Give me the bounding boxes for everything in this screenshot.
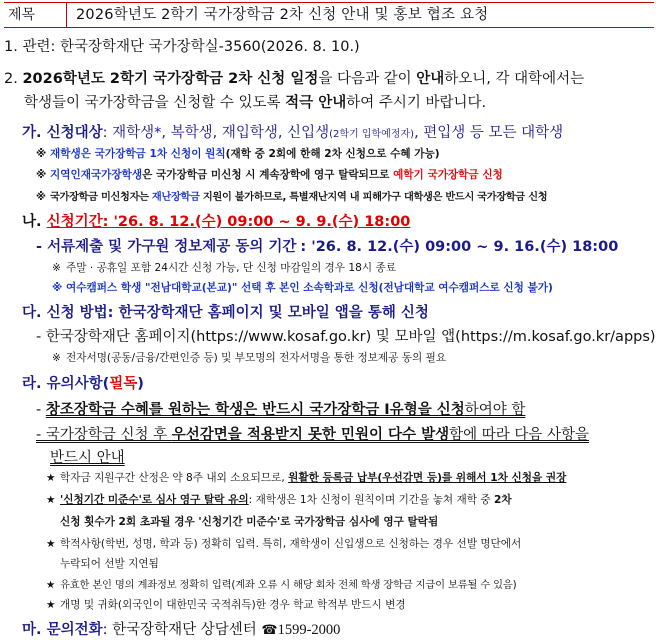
ra-star-1 xyxy=(46,470,566,485)
ra-star-3 xyxy=(46,536,521,551)
na-note-2 xyxy=(52,280,553,295)
ra-s2-c: 2차 xyxy=(493,494,512,506)
ga-tail: , 편입생 등 모든 대학생 xyxy=(414,125,564,141)
ra-s5-text: 개명 및 귀화(외국인이 대한민국 국적취득)한 경우 학교 학적부 반드시 변경 xyxy=(60,599,406,611)
ra-s1-b: 원활한 등록금 납부(우선감면 등)를 위해서 xyxy=(288,472,491,484)
section-ma xyxy=(22,618,340,639)
ga-note-1-a: 재학생은 국가장학금 1차 신청이 원칙 xyxy=(50,148,226,160)
star-icon: ★ xyxy=(46,599,56,611)
ra-b2-a: - 국가장학금 신청 후 xyxy=(36,427,172,443)
ra-s1-c: 1차 신청을 권장 xyxy=(490,472,567,484)
ga-note-3-c: 지원이 불가하므로, 특별재난지역 내 피해가구 대학생은 반드시 국가장학금 신청 xyxy=(199,192,548,203)
section-na-heading xyxy=(22,210,410,231)
star-icon: ★ xyxy=(46,538,56,550)
ra-star-3-cont: 누락되어 선발 지연됨 xyxy=(60,558,159,570)
item-2-l2-end: 하여 주시기 바랍니다. xyxy=(346,95,487,111)
subject-divider xyxy=(66,3,67,27)
na-sub xyxy=(36,235,618,256)
ra-b2-c: 함에 따라 다음 사항을 xyxy=(449,427,589,443)
ga-note-3 xyxy=(36,188,547,203)
section-ra-heading xyxy=(22,372,144,393)
dash: - xyxy=(36,402,46,418)
item-2-prefix: 2. xyxy=(4,71,18,87)
ra-close: ) xyxy=(137,376,144,392)
ga-note-2-b: 은 국가장학금 미신청 시 계속장학에 영구 탈락되므로 xyxy=(142,169,394,181)
na-note-1-text: 주말 · 공휴일 포함 24시간 신청 가능, 단 신청 마감일의 경우 18시 종료 xyxy=(66,262,396,274)
ga-note-1 xyxy=(36,146,440,161)
ra-must-read: 필독 xyxy=(109,376,138,392)
ra-s2-b: : 재학생은 1차 신청이 원칙이며 기간을 놓쳐 재학 중 xyxy=(248,494,494,506)
subject-title: 2026학년도 2학기 국가장학금 2차 신청 안내 및 홍보 협조 요청 xyxy=(76,7,489,23)
star-icon: ★ xyxy=(46,579,56,591)
na-sub-label: - 서류제출 및 가구원 정보제공 동의 기간 xyxy=(36,239,297,255)
ga-body: : 재학생*, 복학생, 재입학생, 신입생 xyxy=(102,125,330,141)
ra-s1-a: 학자금 지원구간 산정은 약 8주 내외 소요되므로, xyxy=(60,472,289,484)
item-1: 1. 관련: 한국장학재단 국가장학실-3560(2026. 8. 10.) xyxy=(4,39,360,55)
ra-star-2-cont: 신청 횟수가 2회 초과될 경우 '신청기간 미준수'로 국가장학금 심사에 영구 탈락됨 xyxy=(60,516,439,528)
ga-note-2 xyxy=(36,167,503,182)
note-mark: ※ xyxy=(36,148,47,160)
ra-label: 라. 유의사항( xyxy=(22,376,110,392)
star-icon: ★ xyxy=(46,494,56,506)
ga-note-3-b: 재난장학금 xyxy=(151,192,200,203)
ga-note-1-b: (재학 중 2회에 한해 2차 신청으로 수혜 가능) xyxy=(225,148,440,160)
ra-b1-a: 창조장학금 수혜를 원하는 학생은 xyxy=(45,402,263,418)
subject-label: 제목 xyxy=(8,7,36,23)
item-2-l2-text: 학생들이 국가장학금을 신청할 수 있도록 xyxy=(24,95,286,111)
note-mark: ※ xyxy=(52,352,61,364)
da-note xyxy=(52,350,446,365)
item-2-active-guide: 적극 안내 xyxy=(285,95,347,111)
item-2-schedule: 2026학년도 2학기 국가장학금 2차 신청 일정 xyxy=(22,71,319,87)
note-mark: ※ xyxy=(52,282,63,294)
telephone-icon: ☎ xyxy=(261,623,278,638)
ra-b2-b: 우선감면을 적용받지 못한 민원이 다수 발생 xyxy=(171,427,450,443)
da-line: - 한국장학재단 홈페이지(https://www.kosaf.go.kr) 및 모바일 앱(https://m.kosaf.go.kr/apps) xyxy=(36,329,656,345)
note-mark: ※ xyxy=(52,262,61,274)
ra-star-5 xyxy=(46,597,406,612)
ra-s4-text: 유효한 본인 명의 계좌정보 정확히 입력(계좌 오류 시 해당 회차 전체 학생 장학금 지급이 보류될 수 있음) xyxy=(60,579,517,591)
ra-b1-c: 하여야 함 xyxy=(464,402,526,418)
ga-note-3-a: 국가장학금 미신청자는 xyxy=(50,192,152,203)
ga-note-2-a: 지역인재국가장학생 xyxy=(50,169,143,181)
na-note-1 xyxy=(52,260,396,275)
ra-bullet-1 xyxy=(36,398,525,419)
item-2-text-end: 하오니, 각 대학에서는 xyxy=(444,71,585,87)
na-sub-value: : '26. 8. 12.(수) 09:00 ~ 9. 16.(수) 18:00 xyxy=(300,239,619,255)
na-note-2-text: 여수캠퍼스 학생 "전남대학교(본교)" 선택 후 본인 소속학과로 신청(전남대학교 여수캠퍼스로 신청 불가) xyxy=(66,282,553,294)
item-2-line-2 xyxy=(24,91,486,112)
ra-star-2 xyxy=(46,492,512,507)
note-mark: ※ xyxy=(36,192,46,203)
da-note-text: 전자서명(공동/금융/간편인증 등) 및 부모명의 전자서명을 통한 정보제공 동의 필요 xyxy=(66,352,447,364)
na-period-label: 신청기간 xyxy=(46,214,103,230)
ra-star-4 xyxy=(46,576,516,591)
na-label: 나. xyxy=(22,214,47,230)
note-mark: ※ xyxy=(36,169,47,181)
ma-label: 마. 문의전화 xyxy=(22,622,103,638)
ga-note-2-c: 예학기 국가장학금 신청 xyxy=(393,169,503,181)
ga-label: 가. 신청대상 xyxy=(22,125,103,141)
ra-s2-a: '신청기간 미준수'로 심사 영구 탈락 유의 xyxy=(60,494,249,506)
ma-body: : 한국장학재단 상담센터 xyxy=(102,622,262,638)
ga-small: (2학기 입학예정자) xyxy=(329,129,415,140)
item-2-text: 을 다음과 같이 xyxy=(318,71,417,87)
section-ga-heading xyxy=(22,121,563,142)
ra-bullet-2-line-1 xyxy=(36,423,589,444)
item-2-guide: 안내 xyxy=(416,71,445,87)
ra-s3-text: 학적사항(학번, 성명, 학과 등) 정확히 입력. 특히, 재학생이 신입생으로 신청하는 경우 선발 명단에서 xyxy=(60,538,522,550)
phone-number: 1599-2000 xyxy=(277,622,341,638)
star-icon: ★ xyxy=(46,472,56,484)
subject-row xyxy=(4,2,654,28)
item-2-line-1 xyxy=(4,67,584,88)
section-da-heading: 다. 신청 방법: 한국장학재단 홈페이지 및 모바일 앱을 통해 신청 xyxy=(22,305,429,321)
ra-b1-b: 반드시 국가장학금 Ⅰ유형을 신청 xyxy=(262,402,465,418)
na-period: : '26. 8. 12.(수) 09:00 ~ 9. 9.(수) 18:00 xyxy=(102,214,411,230)
ra-bullet-2-line-2: 반드시 안내 xyxy=(50,450,125,466)
